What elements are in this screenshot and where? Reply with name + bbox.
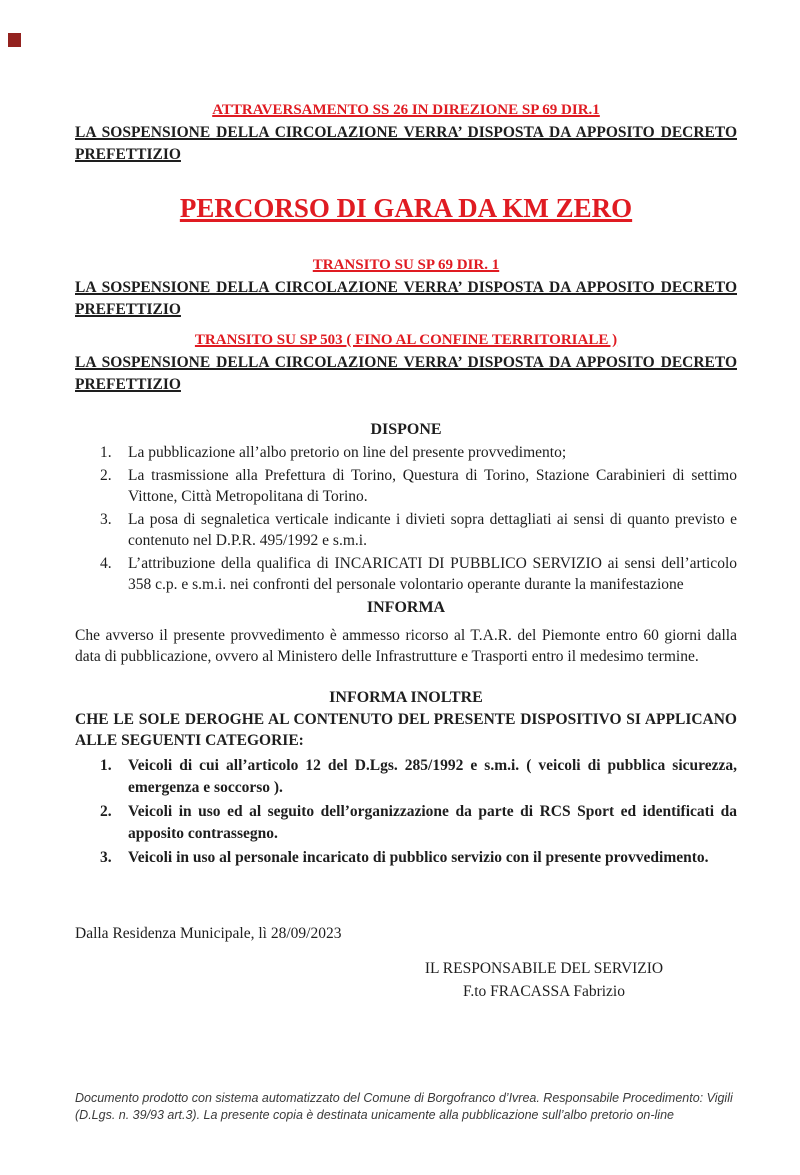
notice-transito-sp69-heading: TRANSITO SU SP 69 DIR. 1: [312, 257, 500, 273]
dateline: Dalla Residenza Municipale, lì 28/09/2023: [75, 924, 342, 942]
list-item: Veicoli in uso ed al seguito dell’organizzazione da parte di RCS Sport ed identificati da apposito contrassegno.: [128, 802, 737, 842]
list-item: La posa di segnaletica verticale indicante i divieti sopra dettagliati ai sensi di quanto previsto e contenuto nel D.P.R. 495/1992 e s.m.i.: [128, 510, 737, 549]
notice-attraversamento-body: LA SOSPENSIONE DELLA CIRCOLAZIONE VERRA’ DISPOSTA DA APPOSITO DECRETO PREFETTIZIO: [75, 124, 737, 163]
list-item: La pubblicazione all’albo pretorio on line del presente provvedimento;: [128, 444, 567, 461]
notice-transito-sp503-body: LA SOSPENSIONE DELLA CIRCOLAZIONE VERRA’ DISPOSTA DA APPOSITO DECRETO PREFETTIZIO: [75, 354, 737, 393]
informa-inoltre-heading: INFORMA INOLTRE: [329, 688, 483, 706]
list-item: La trasmissione alla Prefettura di Torino, Questura di Torino, Stazione Carabinieri di settimo Vittone, Città Metropolitana di Torino.: [128, 466, 737, 505]
deroghe-list: [75, 755, 737, 869]
list-item: Veicoli in uso al personale incaricato di pubblico servizio con il presente provvedimento.: [128, 848, 709, 866]
informa-inoltre-lead: CHE LE SOLE DEROGHE AL CONTENUTO DEL PRESENTE DISPOSITIVO SI APPLICANO ALLE SEGUENTI CATEGORIE:: [75, 710, 737, 749]
signature-name: F.to FRACASSA Fabrizio: [463, 982, 625, 1000]
list-item: L’attribuzione della qualifica di INCARICATI DI PUBBLICO SERVIZIO ai sensi dell’articolo 358 c.p. e s.m.i. nei confronti del personale volontario operante durante la manifestazione: [128, 554, 737, 593]
footer-note: Documento prodotto con sistema automatizzato del Comune di Borgofranco d’Ivrea. Responsabile Procedimento: Vigili (D.Lgs. n. 39/93 art.3). La presente copia è destinata unicamente alla pubblicazione sull’albo pretorio on-line: [75, 1090, 733, 1122]
dispone-heading: DISPONE: [370, 421, 442, 438]
list-item: Veicoli di cui all’articolo 12 del D.Lgs. 285/1992 e s.m.i. ( veicoli di pubblica sicurezza, emergenza e soccorso ).: [128, 756, 737, 796]
notice-transito-sp503-heading: TRANSITO SU SP 503 ( FINO AL CONFINE TERRITORIALE ): [194, 332, 618, 348]
signature-role: IL RESPONSABILE DEL SERVIZIO: [424, 959, 664, 977]
signature-block: [415, 957, 673, 1003]
notice-transito-sp69-body: LA SOSPENSIONE DELLA CIRCOLAZIONE VERRA’ DISPOSTA DA APPOSITO DECRETO PREFETTIZIO: [75, 279, 737, 318]
dispone-list: [75, 442, 737, 596]
page-title: PERCORSO DI GARA DA KM ZERO: [179, 193, 633, 223]
informa-heading: INFORMA: [366, 598, 446, 616]
notice-attraversamento-heading: ATTRAVERSAMENTO SS 26 IN DIREZIONE SP 69 DIR.1: [212, 102, 600, 118]
informa-paragraph: Che avverso il presente provvedimento è ammesso ricorso al T.A.R. del Piemonte entro 60 giorni dalla data di pubblicazione, ovvero al Ministero delle Infrastrutture e Trasporti entro il medesimo termine.: [75, 626, 737, 665]
